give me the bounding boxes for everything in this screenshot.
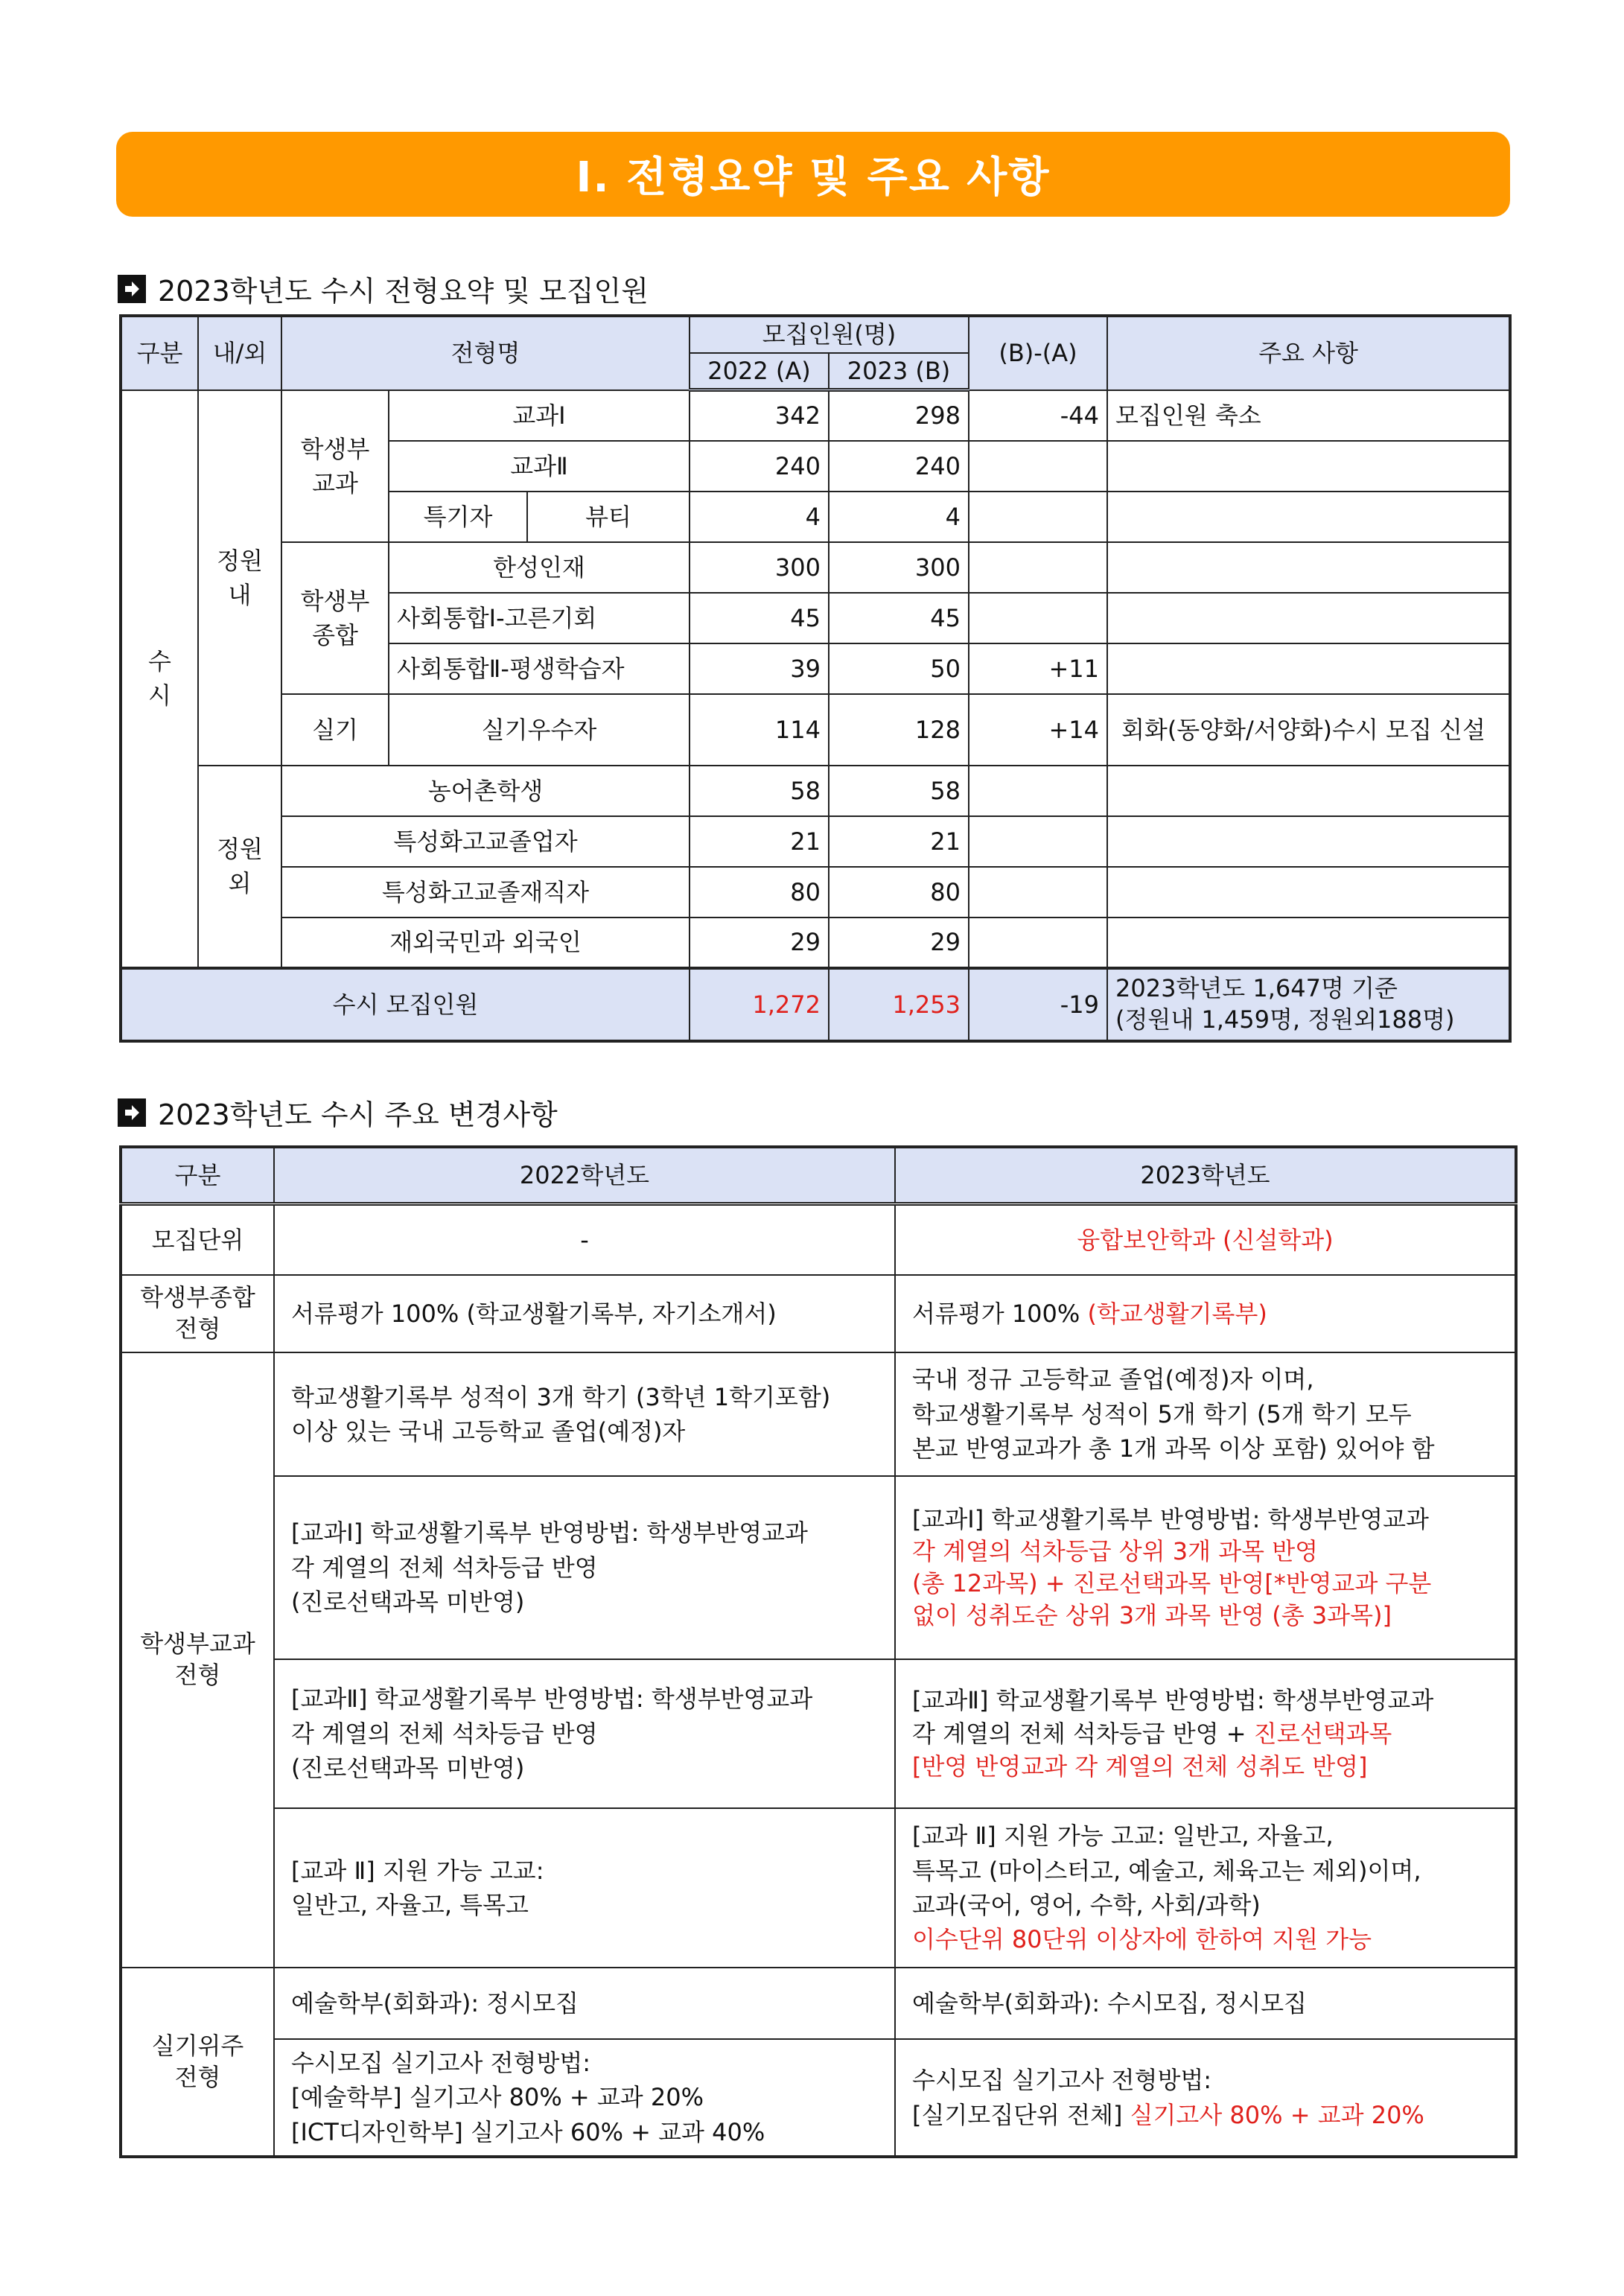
row-2022: 58 <box>690 766 829 816</box>
group-gyogwa: 학생부 교과 <box>281 390 389 542</box>
arrow-right-icon <box>118 275 146 303</box>
header-notes: 주요 사항 <box>1107 316 1510 390</box>
jonghap-new-red: (학교생활기록부) <box>1087 1299 1267 1328</box>
header-quota: 모집인원(명) <box>690 316 969 353</box>
gyogwa-r4-old: [교과 Ⅱ] 지원 가능 고교: 일반고, 자율고, 특목고 <box>274 1808 895 1968</box>
row-diff <box>969 766 1107 816</box>
total-2022: 1,272 <box>690 968 829 1041</box>
jonghap-new <box>895 1275 1516 1352</box>
changes-header-gubun: 구분 <box>121 1147 274 1203</box>
header-name: 전형명 <box>281 316 690 390</box>
jonghap-old: 서류평가 100% (학교생활기록부, 자기소개서) <box>274 1275 895 1352</box>
silgi-r2-old: 수시모집 실기고사 전형방법: [예술학부] 실기고사 80% + 교과 20% [ICT디자인학부] 실기고사 60% + 교과 40% <box>274 2039 895 2157</box>
gyogwa-r1-new: 국내 정규 고등학교 졸업(예정)자 이며, 학교생활기록부 성적이 5개 학기 (5개 학기 모두 본교 반영교과가 총 1개 과목 이상 포함) 있어야 함 <box>895 1352 1516 1476</box>
row-2023: 58 <box>829 766 969 816</box>
gyogwa-r4-new-red: 이수단위 80단위 이상자에 한하여 지원 가능 <box>912 1925 1372 1954</box>
row-diff <box>969 542 1107 593</box>
gyogwa-r3-new-red2: [반영 반영교과 각 계열의 전체 성취도 반영] <box>912 1752 1368 1781</box>
total-note-line1: 2023학년도 1,647명 기준 <box>1115 974 1398 1003</box>
row-2022: 114 <box>690 694 829 766</box>
row-note <box>1107 816 1510 867</box>
jonghap-label: 학생부종합 전형 <box>121 1275 274 1352</box>
changes-table <box>119 1145 1518 2158</box>
gyogwa-r3-new-plain2: 각 계열의 전체 석차등급 반영 + <box>912 1719 1254 1748</box>
gyogwa-r3-old: [교과Ⅱ] 학교생활기록부 반영방법: 학생부반영교과 각 계열의 전체 석차등급 반영 (진로선택과목 미반영) <box>274 1659 895 1808</box>
row-2023: 50 <box>829 643 969 694</box>
gyogwa-r2-new-red: 각 계열의 석차등급 상위 3개 과목 반영 (총 12과목) + 진로선택과목 반영[*반영교과 구분 없이 성취도순 상위 3개 과목 반영 (총 3과목)] <box>912 1536 1432 1630</box>
row-note <box>1107 542 1510 593</box>
gyogwa-r4-new-plain: [교과 Ⅱ] 지원 가능 고교: 일반고, 자율고, 특목고 (마이스터고, 예술고, 체육고는 제외)이며, 교과(국어, 영어, 수학, 사회/과학) <box>912 1822 1421 1919</box>
row-diff <box>969 867 1107 918</box>
row-2022: 342 <box>690 390 829 441</box>
row-diff: +11 <box>969 643 1107 694</box>
row-name: 특성화고교졸재직자 <box>281 867 690 918</box>
unit-label: 모집단위 <box>121 1203 274 1275</box>
row-note <box>1107 441 1510 492</box>
row-note <box>1107 867 1510 918</box>
row-name: 재외국민과 외국인 <box>281 918 690 968</box>
silgi-r1-old: 예술학부(회화과): 정시모집 <box>274 1968 895 2039</box>
row-name-sub2: 뷰티 <box>527 492 690 542</box>
row-name: 농어촌학생 <box>281 766 690 816</box>
total-2023: 1,253 <box>829 968 969 1041</box>
section2-title: 2023학년도 수시 주요 변경사항 <box>158 1098 558 1131</box>
row-note <box>1107 918 1510 968</box>
row-2023: 21 <box>829 816 969 867</box>
row-2022: 300 <box>690 542 829 593</box>
row-note <box>1107 492 1510 542</box>
row-note <box>1107 643 1510 694</box>
row-diff <box>969 492 1107 542</box>
group-silgi: 실기 <box>281 694 389 766</box>
row-diff: +14 <box>969 694 1107 766</box>
susi-label: 수 시 <box>121 390 198 968</box>
row-2023: 240 <box>829 441 969 492</box>
gyogwa-label: 학생부교과 전형 <box>121 1352 274 1968</box>
row-2023: 45 <box>829 593 969 643</box>
gyogwa-r3-new-plain1: [교과Ⅱ] 학교생활기록부 반영방법: 학생부반영교과 <box>912 1685 1434 1714</box>
banner-title: Ⅰ. 전형요약 및 주요 사항 <box>576 153 1051 202</box>
row-note <box>1107 593 1510 643</box>
row-2022: 4 <box>690 492 829 542</box>
row-diff: -44 <box>969 390 1107 441</box>
row-name: 사회통합Ⅰ-고른기회 <box>389 593 690 643</box>
row-2023: 80 <box>829 867 969 918</box>
row-name: 교과Ⅱ <box>389 441 690 492</box>
page-banner <box>116 132 1510 217</box>
group-jonghap: 학생부 종합 <box>281 542 389 694</box>
gyogwa-r2-old: [교과Ⅰ] 학교생활기록부 반영방법: 학생부반영교과 각 계열의 전체 석차등급 반영 (진로선택과목 미반영) <box>274 1476 895 1659</box>
row-diff <box>969 441 1107 492</box>
row-2023: 128 <box>829 694 969 766</box>
unit-new: 융합보안학과 (신설학과) <box>895 1203 1516 1275</box>
row-2022: 240 <box>690 441 829 492</box>
row-diff <box>969 918 1107 968</box>
header-2023: 2023 (B) <box>829 353 969 390</box>
row-note: 모집인원 축소 <box>1107 390 1510 441</box>
row-2023: 29 <box>829 918 969 968</box>
silgi-r2-new-plain: 수시모집 실기고사 전형방법: [실기모집단위 전체] <box>912 2066 1212 2129</box>
header-gubun: 구분 <box>121 316 198 390</box>
row-name: 교과Ⅰ <box>389 390 690 441</box>
total-diff: -19 <box>969 968 1107 1041</box>
gyogwa-r3-new-red1: 진로선택과목 <box>1253 1719 1392 1748</box>
section1-title: 2023학년도 수시 전형요약 및 모집인원 <box>158 275 649 308</box>
row-diff <box>969 593 1107 643</box>
row-name: 한성인재 <box>389 542 690 593</box>
out-quota-label: 정원 외 <box>198 766 281 968</box>
gyogwa-r2-new-plain: [교과Ⅰ] 학교생활기록부 반영방법: 학생부반영교과 <box>912 1504 1429 1533</box>
total-note-line2: (정원내 1,459명, 정원외188명) <box>1115 1005 1455 1034</box>
summary-table <box>119 314 1512 1043</box>
row-name: 사회통합Ⅱ-평생학습자 <box>389 643 690 694</box>
changes-header-2022: 2022학년도 <box>274 1147 895 1203</box>
row-note: 회화(동양화/서양화)수시 모집 신설 <box>1107 694 1510 766</box>
silgi-label: 실기위주 전형 <box>121 1968 274 2157</box>
header-2022: 2022 (A) <box>690 353 829 390</box>
section1-heading <box>118 268 649 309</box>
row-2022: 39 <box>690 643 829 694</box>
arrow-right-icon <box>118 1098 146 1127</box>
section2-heading <box>118 1092 558 1133</box>
row-2022: 45 <box>690 593 829 643</box>
header-diff: (B)-(A) <box>969 316 1107 390</box>
header-naewoe: 내/외 <box>198 316 281 390</box>
row-2023: 4 <box>829 492 969 542</box>
silgi-r2-new-red: 실기고사 80% + 교과 20% <box>1130 2100 1424 2129</box>
total-label: 수시 모집인원 <box>121 968 690 1041</box>
row-2022: 21 <box>690 816 829 867</box>
in-quota-label: 정원 내 <box>198 390 281 766</box>
row-2023: 298 <box>829 390 969 441</box>
row-diff <box>969 816 1107 867</box>
row-name-sub1: 특기자 <box>389 492 527 542</box>
jonghap-new-plain: 서류평가 100% <box>912 1299 1088 1328</box>
row-name: 실기우수자 <box>389 694 690 766</box>
changes-header-2023: 2023학년도 <box>895 1147 1516 1203</box>
row-2022: 29 <box>690 918 829 968</box>
gyogwa-r1-old: 학교생활기록부 성적이 3개 학기 (3학년 1학기포함) 이상 있는 국내 고등학교 졸업(예정)자 <box>274 1352 895 1476</box>
row-name: 특성화고교졸업자 <box>281 816 690 867</box>
unit-old: - <box>274 1203 895 1275</box>
row-2023: 300 <box>829 542 969 593</box>
silgi-r1-new: 예술학부(회화과): 수시모집, 정시모집 <box>895 1968 1516 2039</box>
row-note <box>1107 766 1510 816</box>
row-2022: 80 <box>690 867 829 918</box>
